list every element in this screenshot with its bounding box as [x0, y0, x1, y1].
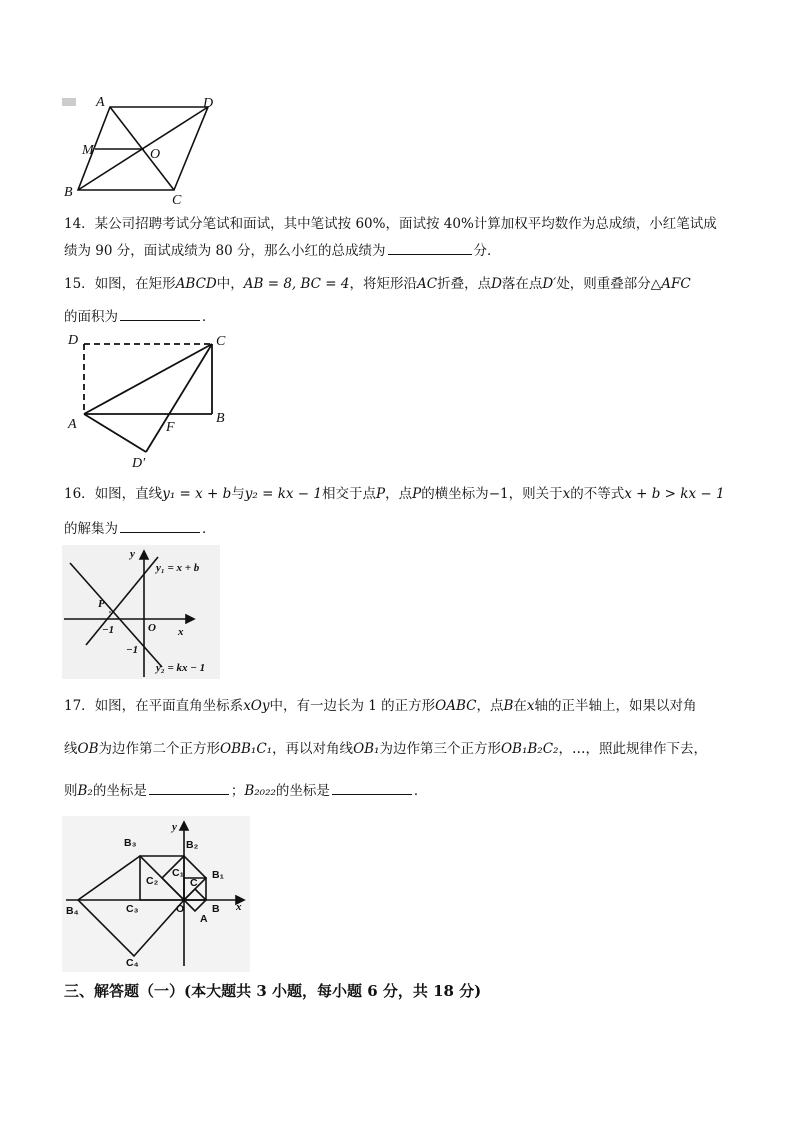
label-c: C	[172, 193, 182, 207]
label-line1: y₁ = x + b	[156, 562, 200, 574]
label-b: B	[212, 903, 220, 915]
label-d: D	[203, 96, 214, 111]
label-d: D	[68, 333, 79, 348]
label-b: B	[216, 411, 225, 426]
question-14	[64, 214, 717, 234]
parallelogram-figure	[62, 92, 232, 207]
label-neg1-y: −1	[126, 644, 139, 656]
q14-answer-blank[interactable]	[388, 240, 472, 255]
label-line2: y₂ = kx − 1	[156, 662, 206, 674]
label-x-axis: x	[178, 626, 184, 638]
fold-ad-prime	[84, 414, 146, 452]
spiral-squares-figure	[62, 816, 250, 972]
q17-answer-blank-b2022[interactable]	[332, 780, 412, 795]
scan-mark	[62, 98, 76, 106]
two-lines-graph-figure	[62, 545, 220, 679]
label-neg1-x: −1	[102, 624, 115, 636]
section-3-heading: 三、解答题（一）(本大题共 3 小题，每小题 6 分，共 18 分)	[64, 982, 482, 1000]
question-17: 17．如图，在平面直角坐标系xOy中，有一边长为 1 的正方形OABC，点B在x轴的正半轴上，如果以对角	[64, 698, 697, 714]
label-c1: C₁	[172, 867, 184, 879]
q14-line1: 14．某公司招聘考试分笔试和面试，其中笔试按 60%，面试按 40%计算加权平均数作为总成绩，小红笔试成	[64, 216, 717, 232]
question-16-line2: 的解集为 ．	[64, 518, 216, 539]
label-b1: B₁	[212, 869, 224, 881]
label-a: A	[96, 95, 105, 110]
rectangle-fold-figure	[62, 330, 242, 470]
label-m: M	[82, 143, 94, 158]
q16-answer-blank[interactable]	[120, 518, 200, 533]
question-16: 16．如图，直线y₁ = x + b与y₂ = kx − 1相交于点P，点P的横坐标为−1，则关于x的不等式x + b > kx − 1	[64, 486, 725, 502]
fold-cd-prime	[146, 344, 212, 452]
question-15: 15．如图，在矩形ABCD中，AB = 8, BC = 4，将矩形沿AC折叠，点D落在点D′处，则重叠部分△AFC	[64, 276, 691, 292]
diagonal-ac	[84, 344, 212, 414]
question-17-line2: 线OB为边作第二个正方形OBB₁C₁，再以对角线OB₁为边作第三个正方形OB₁B₂C₂，…，照此规律作下去，	[64, 741, 707, 757]
label-b2: B₂	[186, 839, 199, 851]
label-y-axis: y	[130, 548, 135, 560]
label-a: A	[68, 417, 77, 432]
question-17-line3: 则B₂的坐标是 ；B₂₀₂₂的坐标是 ．	[64, 780, 427, 801]
label-b4: B₄	[66, 905, 79, 917]
label-c: C	[190, 877, 198, 889]
question-15-line2: 的面积为 ．	[64, 306, 216, 327]
label-x-axis: x	[236, 901, 242, 913]
label-a: A	[200, 913, 208, 925]
label-o: O	[150, 147, 161, 162]
label-f: F	[166, 420, 175, 435]
label-o: O	[148, 622, 156, 634]
q17-answer-blank-b2[interactable]	[149, 780, 229, 795]
label-p: P	[98, 598, 105, 610]
label-c4: C₄	[126, 957, 139, 969]
label-c2: C₂	[146, 875, 159, 887]
label-b3: B₃	[124, 837, 137, 849]
label-c: C	[216, 334, 226, 349]
label-b: B	[64, 185, 73, 200]
label-y-axis: y	[172, 821, 177, 833]
label-d-prime: D′	[132, 456, 146, 470]
label-o: O	[176, 903, 185, 915]
question-14-line2: 绩为 90 分，面试成绩为 80 分，那么小红的总成绩为 分．	[64, 240, 501, 261]
q15-answer-blank[interactable]	[120, 306, 200, 321]
label-c3: C₃	[126, 903, 139, 915]
